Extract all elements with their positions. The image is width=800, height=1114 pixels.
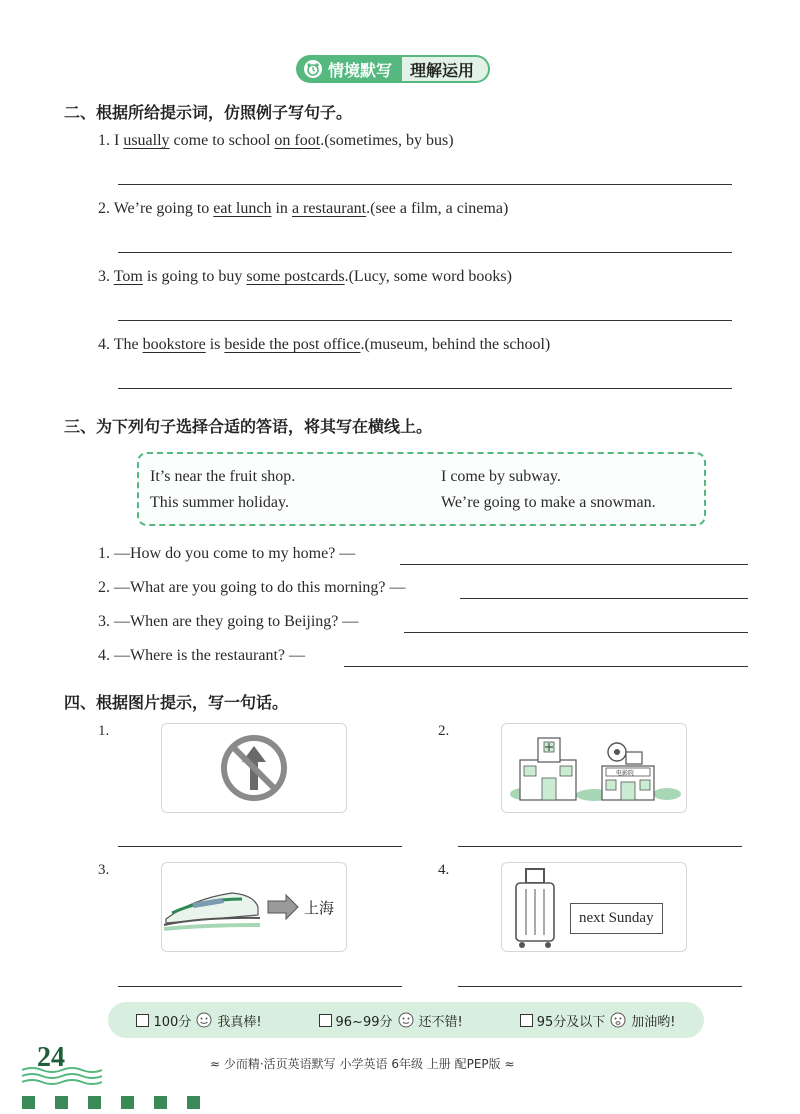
picture-box-4 (501, 862, 687, 952)
answer-line[interactable] (118, 320, 732, 321)
answer-line[interactable] (458, 986, 742, 987)
banner-left-text: 情境默写 (328, 60, 393, 80)
answer-line[interactable] (344, 666, 748, 667)
answer-line[interactable] (400, 564, 748, 565)
section3-title: 三、为下列句子选择合适的答语，将其写在横线上。 (64, 417, 433, 436)
picture-number-4: 4. (438, 862, 450, 878)
footer-square (187, 1096, 200, 1109)
self-assessment-bar (108, 1002, 704, 1038)
s3-question-1: 1. —How do you come to my home? — (98, 545, 356, 562)
option-1: It’s near the fruit shop. (150, 468, 296, 485)
option-2: I come by subway. (441, 468, 561, 485)
s2-item-1: 1. I usually come to school on foot.(sometimes, by bus) (98, 132, 454, 149)
options-box (137, 452, 706, 526)
s3-question-4: 4. —Where is the restaurant? — (98, 647, 306, 664)
happy-face-icon (195, 1011, 213, 1029)
answer-line[interactable] (118, 184, 732, 185)
no-straight-ahead-sign-icon (162, 724, 346, 812)
clock-icon (304, 60, 322, 78)
footer-square (55, 1096, 68, 1109)
answer-line[interactable] (118, 986, 402, 987)
footer-square (22, 1096, 35, 1109)
banner-left (296, 55, 402, 83)
wave-decoration (22, 1066, 102, 1086)
score-option-2[interactable]: 96~99分 还不错! (319, 1011, 463, 1030)
checkbox[interactable] (520, 1014, 533, 1027)
banner-right-text: 理解运用 (410, 60, 475, 80)
checkbox[interactable] (136, 1014, 149, 1027)
checkbox[interactable] (319, 1014, 332, 1027)
cheer-face-icon (609, 1011, 627, 1029)
s2-item-3: 3. Tom is going to buy some postcards.(Lucy, some word books) (98, 268, 512, 285)
answer-line[interactable] (460, 598, 748, 599)
picture-box-2 (501, 723, 687, 813)
smile-face-icon (397, 1011, 415, 1029)
s3-question-3: 3. —When are they going to Beijing? — (98, 613, 359, 630)
answer-line[interactable] (118, 252, 732, 253)
picture-box-3 (161, 862, 347, 952)
section4-title: 四、根据图片提示，写一句话。 (64, 693, 289, 712)
footer-square (121, 1096, 134, 1109)
answer-line[interactable] (118, 846, 402, 847)
page-number: 24 (37, 1042, 65, 1073)
s2-item-4: 4. The bookstore is beside the post office.(museum, behind the school) (98, 336, 551, 353)
picture-number-2: 2. (438, 723, 450, 739)
score-option-3[interactable]: 95分及以下 加油哟! (520, 1011, 676, 1030)
picture-number-1: 1. (98, 723, 110, 739)
suitcase-icon (502, 863, 572, 951)
option-3: This summer holiday. (150, 494, 289, 511)
footer-text: ≈ 少而精·活页英语默写 小学英语 6年级 上册 配PEP版 ≈ (210, 1057, 515, 1071)
picture-number-3: 3. (98, 862, 110, 878)
answer-line[interactable] (118, 388, 732, 389)
section-banner (296, 55, 490, 83)
score-option-1[interactable]: 100分 我真棒! (136, 1011, 261, 1030)
footer-square (154, 1096, 167, 1109)
section2-title: 二、根据所给提示词，仿照例子写句子。 (64, 103, 353, 122)
cinema-sign-text: 电影院 (616, 770, 635, 777)
date-label: next Sunday (570, 903, 663, 934)
s2-item-2: 2. We’re going to eat lunch in a restaurant.(see a film, a cinema) (98, 200, 509, 217)
answer-line[interactable] (458, 846, 742, 847)
destination-label: 上海 (304, 899, 335, 917)
footer-square (88, 1096, 101, 1109)
option-4: We’re going to make a snowman. (441, 494, 656, 511)
s3-question-2: 2. —What are you going to do this morning? — (98, 579, 406, 596)
banner-right (402, 55, 490, 83)
answer-line[interactable] (404, 632, 748, 633)
hospital-and-cinema-icon (502, 724, 686, 812)
picture-box-1 (161, 723, 347, 813)
